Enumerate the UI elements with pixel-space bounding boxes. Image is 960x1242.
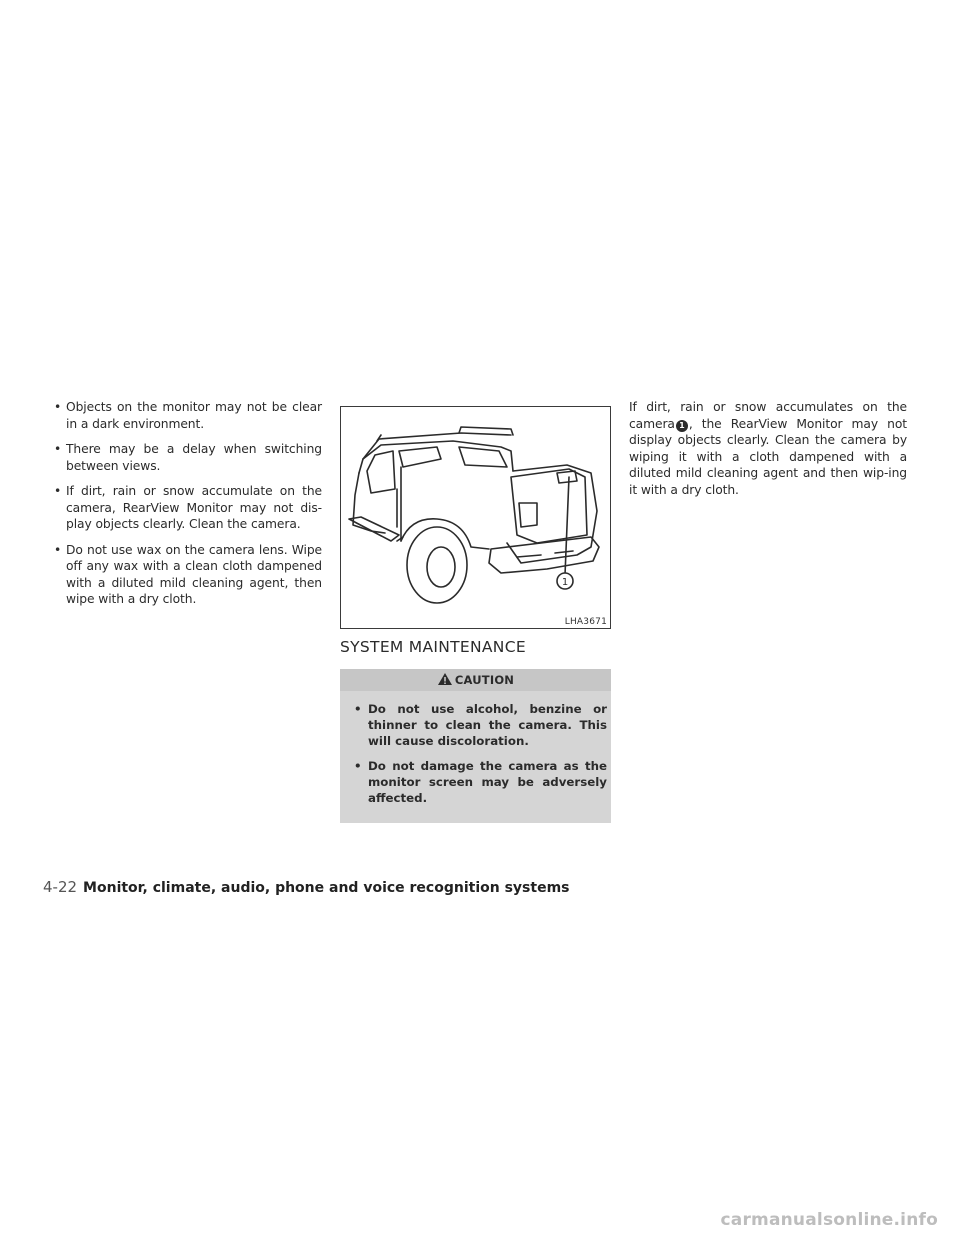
caution-box bbox=[340, 669, 611, 823]
list-item: • There may be a delay when switching between views. bbox=[54, 441, 322, 474]
paragraph-text-end: , the RearView Monitor may not display objects clearly. Clean the camera by wiping it with a cloth dampened with a diluted mild cleaning agent and then wip-ing it with a dry cloth. bbox=[629, 416, 907, 497]
figure-code: LHA3671 bbox=[564, 617, 607, 627]
section-title: SYSTEM MAINTENANCE bbox=[340, 638, 526, 656]
maintenance-paragraph bbox=[629, 399, 907, 498]
caution-item: • Do not damage the camera as the monitor screen may be adversely affected. bbox=[354, 758, 607, 806]
callout-marker: 1 bbox=[676, 420, 688, 432]
left-column bbox=[54, 399, 322, 617]
watermark: carmanualsonline.info bbox=[720, 1210, 938, 1230]
right-column bbox=[629, 399, 907, 498]
list-item: • If dirt, rain or snow accumulate on the camera, RearView Monitor may not dis-play objects clearly. Clean the camera. bbox=[54, 483, 322, 533]
list-item: • Do not use wax on the camera lens. Wipe off any wax with a clean cloth dampened with a diluted mild cleaning agent, then wipe with a dry cloth. bbox=[54, 542, 322, 608]
bullet-list bbox=[54, 399, 322, 608]
middle-column bbox=[340, 406, 611, 823]
warning-triangle-icon bbox=[437, 671, 453, 693]
caution-list bbox=[340, 691, 611, 806]
paragraph-text-start: If dirt, rain or snow accumulates on the camera bbox=[629, 400, 907, 431]
list-item: • Objects on the monitor may not be clear in a dark environment. bbox=[54, 399, 322, 432]
pickup-truck-drawing bbox=[341, 407, 610, 628]
callout-number: 1 bbox=[561, 577, 569, 588]
page-footer bbox=[43, 877, 570, 896]
caution-heading: CAUTION bbox=[454, 673, 515, 687]
caution-item: • Do not use alcohol, benzine or thinner to clean the camera. This will cause discoloration. bbox=[354, 701, 607, 749]
chapter-title: Monitor, climate, audio, phone and voice recognition systems bbox=[83, 880, 570, 896]
page-number: 4-22 bbox=[43, 878, 78, 896]
truck-rear-illustration bbox=[340, 406, 611, 629]
caution-header bbox=[340, 669, 611, 691]
